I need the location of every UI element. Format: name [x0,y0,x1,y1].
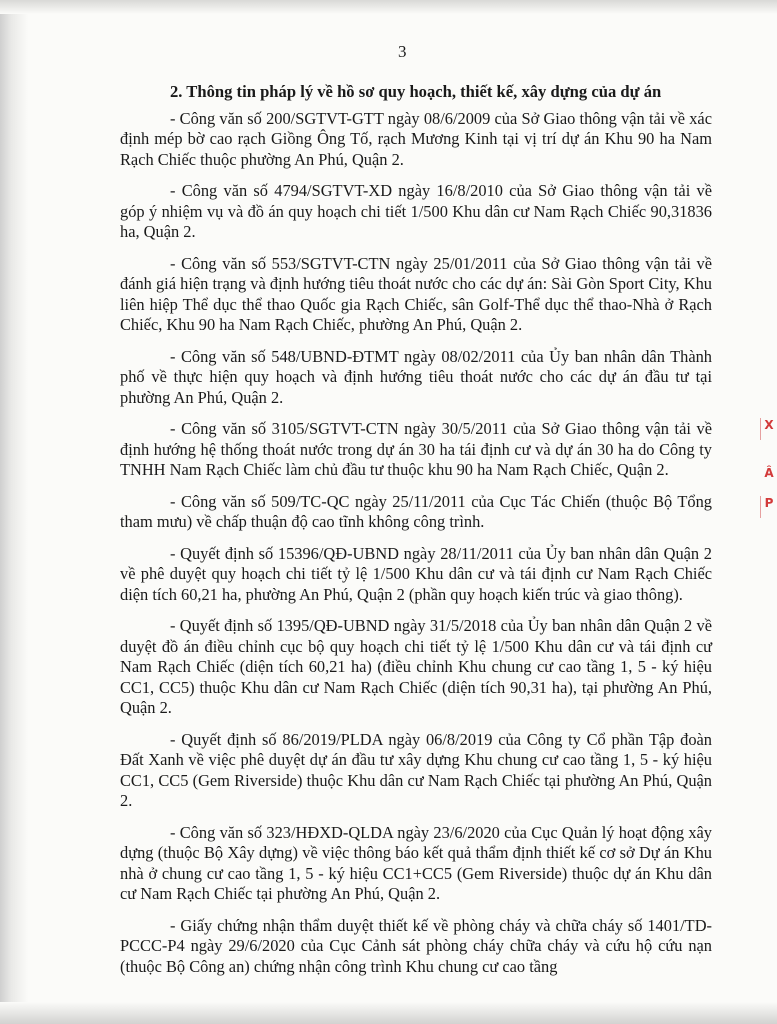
paragraph-6: - Công văn số 509/TC-QC ngày 25/11/2011 của Cục Tác Chiến (thuộc Bộ Tổng tham mưu) về chấp thuận độ cao tĩnh không công trình. [120,491,712,531]
paragraph-2: - Công văn số 4794/SGTVT-XD ngày 16/8/2010 của Sở Giao thông vận tải về góp ý nhiệm vụ và đồ án quy hoạch chi tiết 1/500 Khu dân cư Nam Rạch Chiếc 90,31836 ha, Quận 2. [120,181,712,241]
stamp-fragment: Â [764,466,774,480]
page-number: 3 [398,42,407,61]
paragraph-10: - Công văn số 323/HĐXD-QLDA ngày 23/6/2020 của Cục Quản lý hoạt động xây dựng (thuộc Bộ Xây dựng) về việc thông báo kết quả thẩm định thiết kế cơ sở Dự án Khu nhà ở chung cư cao tầng 1, 5 - ký hiệu CC1+CC5 (Gem Riverside) thuộc dự án Khu dân cư Nam Rạch Chiếc tại phường An Phú, Quận 2. [120,822,712,903]
stamp-fragment: X [760,418,777,440]
paragraph-1: - Công văn số 200/SGTVT-GTT ngày 08/6/2009 của Sở Giao thông vận tải về xác định mép bờ cao rạch Giồng Ông Tố, rạch Mương Kinh tại vị trí dự án Khu 90 ha Nam Rạch Chiếc thuộc phường An Phú, Quận 2. [120,108,712,169]
paragraph-3: - Công văn số 553/SGTVT-CTN ngày 25/01/2011 của Sở Giao thông vận tải về đánh giá hiện trạng và định hướng tiêu thoát nước cho các dự án: Sài Gòn Sport City, Khu liên hiệp Thể dục thể thao Quốc gia Rạch Chiếc, sân Golf-Thể dục thể thao-Nhà ở Rạch Chiếc, Khu 90 ha Nam Rạch Chiếc, phường An Phú, Quận 2. [120,253,712,334]
page-edge-shadow [0,0,28,1024]
document-body [120,82,712,988]
paragraph-11: - Giấy chứng nhận thẩm duyệt thiết kế về phòng cháy và chữa cháy số 1401/TD-PCCC-P4 ngày 29/6/2020 của Cục Cảnh sát phòng cháy chữa cháy và cứu hộ cứu nạn (thuộc Bộ Công an) chứng nhận công trình Khu chung cư cao tầng [120,915,712,976]
paragraph-9: - Quyết định số 86/2019/PLDA ngày 06/8/2019 của Công ty Cổ phần Tập đoàn Đất Xanh về việc phê duyệt dự án đầu tư xây dựng Khu chung cư cao tầng 1, 5 - ký hiệu CC1, CC5 (Gem Riverside) thuộc Khu dân cư Nam Rạch Chiếc tại phường An Phú, Quận 2. [120,729,712,810]
paragraph-4: - Công văn số 548/UBND-ĐTMT ngày 08/02/2011 của Ủy ban nhân dân Thành phố về thực hiện quy hoạch và định hướng tiêu thoát nước cho các dự án đầu tư tại phường An Phú, Quận 2. [120,346,712,407]
paragraph-8: - Quyết định số 1395/QĐ-UBND ngày 31/5/2018 của Ủy ban nhân dân Quận 2 về duyệt đồ án điều chỉnh cục bộ quy hoạch chi tiết tỷ lệ 1/500 Khu dân cư và tái định cư Nam Rạch Chiếc (diện tích 60,21 ha) (điều chỉnh Khu chung cư cao tầng 1, 5 - ký hiệu CC1, CC5) thuộc Khu dân cư Nam Rạch Chiếc (diện tích 90,31 ha), tại phường An Phú, Quận 2. [120,616,712,717]
paragraph-7: - Quyết định số 15396/QĐ-UBND ngày 28/11/2011 của Ủy ban nhân dân Quận 2 về phê duyệt quy hoạch chi tiết tỷ lệ 1/500 Khu dân cư và tái định cư Nam Rạch Chiếc diện tích 60,21 ha, phường An Phú, Quận 2 (phần quy hoạch kiến trúc và giao thông). [120,543,712,604]
page-bottom-shadow [0,1002,777,1024]
paragraph-5: - Công văn số 3105/SGTVT-CTN ngày 30/5/2011 của Sở Giao thông vận tải về định hướng hệ thống thoát nước trong dự án 30 ha tái định cư và dự án 30 ha do Công ty TNHH Nam Rạch Chiếc làm chủ đầu tư thuộc khu 90 ha Nam Rạch Chiếc, Quận 2. [120,419,712,479]
page-top-shadow [0,0,777,14]
stamp-fragment: P [760,496,777,518]
section-heading: 2. Thông tin pháp lý về hồ sơ quy hoạch, thiết kế, xây dựng của dự án [170,82,662,101]
